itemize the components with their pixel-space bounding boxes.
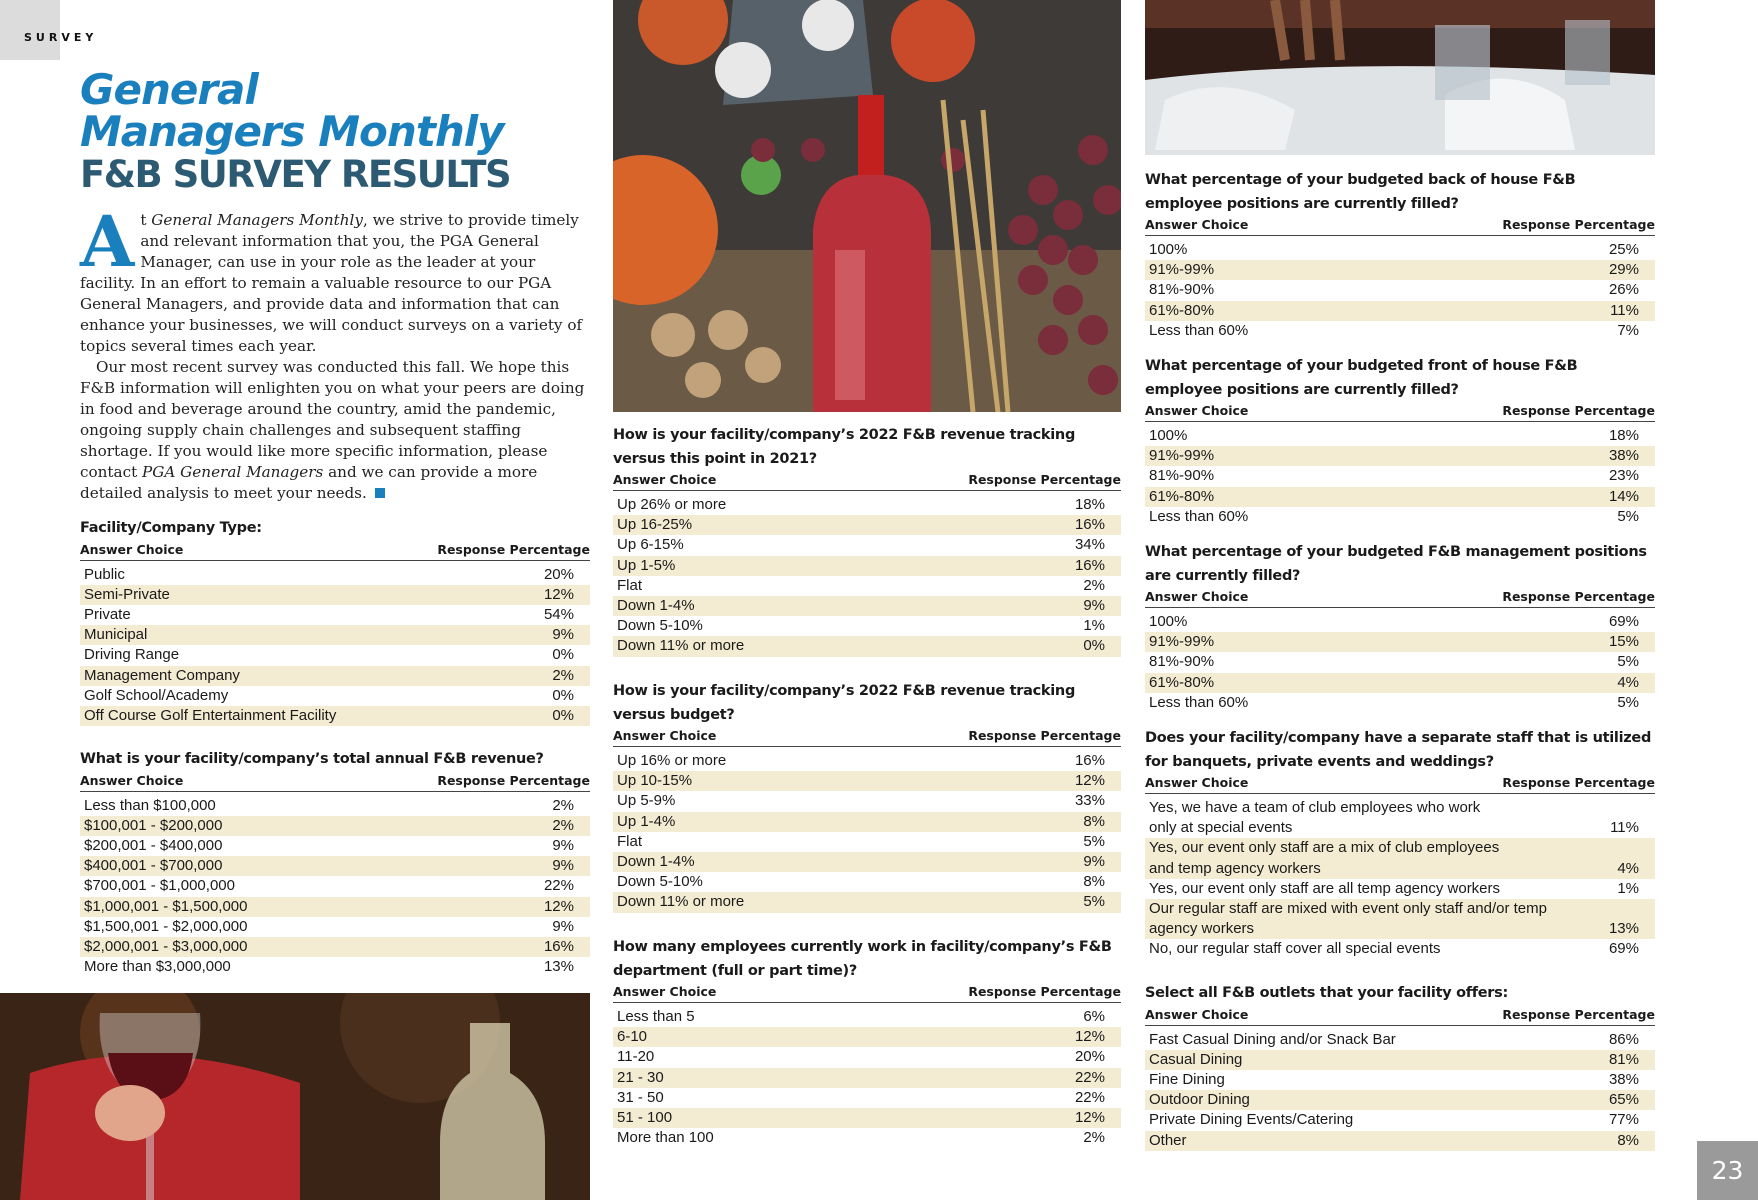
response-percentage: 22%: [1074, 1088, 1105, 1106]
table-body: [613, 751, 1121, 913]
intro-p2-start: Our most recent survey was conducted this fall. We hope this F&B information will enlighten you on what your peers are doing in food and beverage around the country, amid the pandemic, ongoing supply chain challenges and subsequent staffing shortage. If you would like more specific information, please contact: [80, 358, 585, 481]
response-percentage: 1%: [1617, 879, 1639, 897]
table-row: [613, 892, 1121, 912]
response-percentage: 5%: [1083, 832, 1105, 850]
table-row: [613, 791, 1121, 811]
answer-choice: Flat: [617, 576, 643, 594]
answer-choice: Management Company: [84, 666, 240, 684]
response-percentage: 69%: [1608, 613, 1639, 630]
response-percentage: 6%: [1083, 1008, 1105, 1025]
response-percentage: 8%: [1083, 812, 1105, 830]
answer-choice: 61%-80%: [1149, 673, 1215, 691]
answer-choice: Up 10-15%: [617, 772, 693, 790]
table-row: [1145, 466, 1655, 486]
table-header: [1145, 589, 1655, 608]
table-body: [80, 565, 590, 727]
survey-table-separate-staff: [1145, 727, 1655, 960]
table-row: [613, 771, 1121, 791]
page-number: 23: [1711, 1156, 1744, 1185]
answer-choice: Fast Casual Dining and/or Snack Bar: [1149, 1030, 1396, 1048]
answer-choice: Golf School/Academy: [84, 686, 229, 704]
intro-p2-org: PGA General Managers: [142, 463, 324, 481]
table-header: [1145, 1007, 1655, 1026]
answer-choice: Yes, our event only staff are all temp agency workers: [1149, 879, 1501, 897]
answer-choice: Flat: [617, 832, 643, 850]
response-percentage: 38%: [1608, 1070, 1639, 1088]
answer-choice: Down 1-4%: [617, 597, 695, 615]
table-row: [613, 515, 1121, 535]
answer-choice: Up 6-15%: [617, 536, 684, 554]
answer-choice: Less than 60%: [1149, 693, 1249, 711]
table-row: [1145, 260, 1655, 280]
response-percentage: 16%: [543, 937, 574, 955]
survey-question: Does your facility/company have a separate staff that is utilized for banquets, private events and weddings?: [1145, 730, 1652, 770]
table-row: [613, 495, 1121, 515]
answer-choice: 6-10: [617, 1028, 648, 1046]
section-tab: [0, 0, 60, 60]
response-percentage: 12%: [543, 897, 574, 915]
table-row: [1145, 798, 1655, 838]
answer-choice: $1,500,001 - $2,000,000: [84, 917, 248, 935]
answer-choice: 100%: [1149, 613, 1188, 630]
intro-paragraph-1: [80, 200, 590, 357]
table-row: [613, 1108, 1121, 1128]
table-body: [613, 1007, 1121, 1148]
table-row: [613, 535, 1121, 555]
response-percentage: 69%: [1608, 940, 1639, 958]
table-row: [80, 625, 590, 645]
response-percentage: 0%: [552, 646, 574, 664]
response-percentage: 2%: [552, 796, 574, 814]
answer-choice: Casual Dining: [1149, 1050, 1243, 1068]
answer-choice: 61%-80%: [1149, 487, 1215, 505]
response-percentage: 9%: [1083, 853, 1105, 871]
response-percentage: 5%: [1617, 653, 1639, 671]
response-percentage: 81%: [1608, 1050, 1639, 1068]
table-row: [613, 1027, 1121, 1047]
response-percentage: 8%: [1617, 1131, 1639, 1149]
response-percentage: 2%: [1083, 1129, 1105, 1147]
table-row: [613, 1068, 1121, 1088]
survey-table-back-of-house: [1145, 169, 1655, 341]
table-row: [80, 796, 590, 816]
table-row: [1145, 939, 1655, 959]
response-percentage: 25%: [1608, 241, 1639, 258]
photo-wine-glass: [0, 993, 590, 1200]
header-response-percentage: Response Percentage: [1502, 589, 1655, 604]
response-percentage: 2%: [1083, 576, 1105, 594]
response-percentage: 0%: [552, 686, 574, 704]
answer-choice: Private Dining Events/Catering: [1149, 1111, 1354, 1129]
intro-p1-publication: General Managers Monthly: [151, 211, 363, 229]
survey-question: What is your facility/company’s total annual F&B revenue?: [80, 751, 544, 767]
survey-table-employees-count: [613, 936, 1121, 1148]
response-percentage: 16%: [1074, 556, 1105, 574]
answer-choice: Off Course Golf Entertainment Facility: [84, 706, 337, 724]
table-header: [80, 542, 590, 561]
response-percentage: 12%: [1074, 1109, 1105, 1127]
response-percentage: 18%: [1074, 496, 1105, 513]
table-row: [80, 876, 590, 896]
response-percentage: 12%: [1074, 772, 1105, 790]
response-percentage: 16%: [1074, 752, 1105, 769]
table-row: [80, 706, 590, 726]
response-percentage: 7%: [1617, 321, 1639, 339]
answer-choice: $2,000,001 - $3,000,000: [84, 937, 248, 955]
table-row: [613, 812, 1121, 832]
response-percentage: 4%: [1617, 673, 1639, 691]
response-percentage: 33%: [1074, 792, 1105, 810]
answer-choice: $100,001 - $200,000: [84, 816, 223, 834]
end-mark-icon: [375, 488, 385, 498]
header-answer-choice: Answer Choice: [1145, 775, 1249, 790]
response-percentage: 14%: [1608, 487, 1639, 505]
response-percentage: 11%: [1610, 819, 1639, 837]
table-header: [613, 728, 1121, 747]
answer-choice: 11-20: [617, 1048, 655, 1066]
answer-choice: Up 5-9%: [617, 792, 676, 810]
table-row: [1145, 446, 1655, 466]
drop-cap: A: [80, 200, 135, 283]
table-row: [1145, 301, 1655, 321]
table-row: [613, 751, 1121, 771]
header-response-percentage: Response Percentage: [437, 772, 590, 788]
table-header: [1145, 775, 1655, 794]
table-row: [80, 605, 590, 625]
response-percentage: 1%: [1083, 617, 1105, 635]
header-response-percentage: Response Percentage: [437, 541, 590, 557]
answer-choice: Outdoor Dining: [1149, 1091, 1250, 1109]
table-body: [1145, 798, 1655, 960]
table-row: [1145, 487, 1655, 507]
intro-paragraph-2: [80, 357, 590, 504]
response-percentage: 4%: [1617, 859, 1639, 877]
table-row: [80, 957, 590, 977]
table-row: [80, 836, 590, 856]
answer-choice: 100%: [1149, 427, 1188, 444]
table-header: [80, 773, 590, 792]
table-row: [1145, 838, 1655, 878]
response-percentage: 86%: [1608, 1030, 1639, 1048]
table-row: [1145, 632, 1655, 652]
response-percentage: 29%: [1608, 261, 1639, 279]
table-row: [613, 832, 1121, 852]
survey-question: How is your facility/company’s 2022 F&B revenue tracking versus budget?: [613, 683, 1076, 723]
answer-choice: Down 5-10%: [617, 873, 703, 891]
table-row: [1145, 240, 1655, 260]
survey-question: What percentage of your budgeted front of house F&B employee positions are currently filled?: [1145, 358, 1578, 398]
table-body: [613, 495, 1121, 657]
answer-choice: Other: [1149, 1131, 1187, 1149]
table-row: [1145, 1030, 1655, 1050]
answer-choice: Less than 60%: [1149, 321, 1249, 339]
table-row: [613, 872, 1121, 892]
header-answer-choice: Answer Choice: [613, 472, 717, 487]
answer-choice: Driving Range: [84, 646, 180, 664]
response-percentage: 22%: [1074, 1068, 1105, 1086]
survey-question: What percentage of your budgeted F&B management positions are currently filled?: [1145, 544, 1647, 584]
table-row: [1145, 280, 1655, 300]
response-percentage: 8%: [1083, 873, 1105, 891]
answer-choice: Our regular staff are mixed with event only staff and/or temp agency workers: [1149, 900, 1547, 938]
answer-choice: 21 - 30: [617, 1068, 664, 1086]
answer-choice: More than 100: [617, 1129, 714, 1147]
response-percentage: 0%: [552, 706, 574, 724]
survey-question: Facility/Company Type:: [80, 520, 262, 536]
header-response-percentage: Response Percentage: [1502, 775, 1655, 790]
photo-wine-still-life: [613, 0, 1121, 412]
intro-p1-start: t: [140, 211, 152, 229]
response-percentage: 12%: [1074, 1028, 1105, 1046]
answer-choice: Down 11% or more: [617, 893, 745, 911]
table-body: [1145, 426, 1655, 527]
header-response-percentage: Response Percentage: [968, 984, 1121, 999]
table-header: [1145, 403, 1655, 422]
answer-choice: 81%-90%: [1149, 281, 1215, 299]
header-answer-choice: Answer Choice: [80, 772, 184, 788]
answer-choice: 91%-99%: [1149, 633, 1215, 651]
table-row: [1145, 321, 1655, 341]
table-row: [1145, 426, 1655, 446]
table-row: [613, 852, 1121, 872]
answer-choice: Up 26% or more: [617, 496, 727, 513]
answer-choice: 91%-99%: [1149, 447, 1215, 465]
answer-choice: 51 - 100: [617, 1109, 673, 1127]
answer-choice: 81%-90%: [1149, 467, 1215, 485]
table-header: [1145, 217, 1655, 236]
answer-choice: $200,001 - $400,000: [84, 836, 223, 854]
table-row: [80, 897, 590, 917]
answer-choice: 91%-99%: [1149, 261, 1215, 279]
table-row: [613, 616, 1121, 636]
response-percentage: 9%: [552, 917, 574, 935]
photo-table-setting: [1145, 0, 1655, 155]
header-response-percentage: Response Percentage: [1502, 403, 1655, 418]
header-response-percentage: Response Percentage: [1502, 1006, 1655, 1022]
response-percentage: 13%: [1608, 920, 1639, 938]
response-percentage: 5%: [1617, 507, 1639, 525]
response-percentage: 54%: [543, 605, 574, 623]
answer-choice: No, our regular staff cover all special events: [1149, 940, 1441, 958]
response-percentage: 20%: [1074, 1048, 1105, 1066]
table-row: [80, 645, 590, 665]
header-answer-choice: Answer Choice: [613, 728, 717, 743]
answer-choice: 100%: [1149, 241, 1188, 258]
intro-p1-rest: , we strive to provide timely and relevant information that you, the PGA General Manager, can use in your role as the leader at your facility. In an effort to remain a valuable resource to our PGA General Managers, and provide data and information that can enhance your businesses, we will conduct surveys on a variety of topics several times each year.: [80, 211, 583, 355]
title-line-1: General: [80, 65, 258, 114]
response-percentage: 9%: [552, 626, 574, 644]
table-row: [80, 565, 590, 585]
table-body: [1145, 612, 1655, 713]
table-row: [80, 585, 590, 605]
answer-choice: Up 1-4%: [617, 812, 676, 830]
response-percentage: 16%: [1074, 516, 1105, 534]
header-response-percentage: Response Percentage: [1502, 217, 1655, 232]
survey-table-annual-revenue: [80, 748, 590, 977]
table-row: [613, 1088, 1121, 1108]
survey-question: What percentage of your budgeted back of house F&B employee positions are currently filled?: [1145, 172, 1576, 212]
response-percentage: 18%: [1608, 427, 1639, 444]
survey-table-management-positions: [1145, 541, 1655, 713]
answer-choice: Public: [84, 565, 125, 583]
header-response-percentage: Response Percentage: [968, 472, 1121, 487]
survey-table-facility-type: [80, 517, 590, 726]
response-percentage: 23%: [1608, 467, 1639, 485]
table-row: [1145, 899, 1655, 939]
response-percentage: 2%: [552, 816, 574, 834]
answer-choice: Up 16% or more: [617, 752, 727, 769]
table-row: [613, 556, 1121, 576]
table-row: [613, 1128, 1121, 1148]
response-percentage: 2%: [552, 666, 574, 684]
table-row: [80, 856, 590, 876]
header-answer-choice: Answer Choice: [1145, 403, 1249, 418]
response-percentage: 15%: [1608, 633, 1639, 651]
table-row: [1145, 673, 1655, 693]
response-percentage: 5%: [1083, 893, 1105, 911]
answer-choice: 81%-90%: [1149, 653, 1215, 671]
answer-choice: Up 1-5%: [617, 556, 676, 574]
title-line-3: F&B SURVEY RESULTS: [80, 153, 511, 196]
response-percentage: 11%: [1610, 301, 1639, 319]
table-row: [1145, 693, 1655, 713]
answer-choice: $400,001 - $700,000: [84, 857, 223, 875]
section-label: SURVEY: [24, 31, 98, 44]
table-row: [1145, 1131, 1655, 1151]
table-row: [80, 937, 590, 957]
answer-choice: More than $3,000,000: [84, 958, 231, 976]
response-percentage: 5%: [1617, 693, 1639, 711]
answer-choice: Fine Dining: [1149, 1070, 1225, 1088]
table-row: [1145, 1070, 1655, 1090]
intro-text: [80, 200, 590, 504]
table-row: [80, 666, 590, 686]
response-percentage: 34%: [1074, 536, 1105, 554]
table-header: [613, 984, 1121, 1003]
response-percentage: 9%: [1083, 597, 1105, 615]
survey-table-revenue-vs-budget: [613, 680, 1121, 913]
table-row: [1145, 507, 1655, 527]
response-percentage: 65%: [1608, 1091, 1639, 1109]
title-line-2: Managers Monthly: [80, 107, 504, 156]
answer-choice: Less than 60%: [1149, 507, 1249, 525]
header-answer-choice: Answer Choice: [80, 541, 184, 557]
answer-choice: 61%-80%: [1149, 301, 1215, 319]
response-percentage: 12%: [543, 585, 574, 603]
response-percentage: 9%: [552, 857, 574, 875]
header-answer-choice: Answer Choice: [1145, 589, 1249, 604]
answer-choice: Private: [84, 605, 131, 623]
answer-choice: Down 5-10%: [617, 617, 703, 635]
table-body: [1145, 1030, 1655, 1151]
answer-choice: Yes, we have a team of club employees who work only at special events: [1149, 799, 1481, 837]
answer-choice: Yes, our event only staff are a mix of club employees and temp agency workers: [1149, 839, 1500, 877]
table-row: [80, 816, 590, 836]
header-response-percentage: Response Percentage: [968, 728, 1121, 743]
table-row: [1145, 652, 1655, 672]
table-header: [613, 472, 1121, 491]
survey-table-front-of-house: [1145, 355, 1655, 527]
response-percentage: 77%: [1608, 1111, 1639, 1129]
answer-choice: Less than 5: [617, 1008, 695, 1025]
table-row: [1145, 612, 1655, 632]
answer-choice: $1,000,001 - $1,500,000: [84, 897, 248, 915]
table-row: [1145, 1090, 1655, 1110]
answer-choice: Down 1-4%: [617, 853, 695, 871]
response-percentage: 22%: [543, 877, 574, 895]
table-row: [1145, 879, 1655, 899]
header-answer-choice: Answer Choice: [613, 984, 717, 999]
table-row: [613, 1007, 1121, 1027]
answer-choice: Up 16-25%: [617, 516, 693, 534]
header-answer-choice: Answer Choice: [1145, 1006, 1249, 1022]
response-percentage: 13%: [543, 958, 574, 976]
table-row: [613, 1047, 1121, 1067]
survey-question: How is your facility/company’s 2022 F&B revenue tracking versus this point in 2021?: [613, 427, 1076, 467]
table-body: [80, 796, 590, 978]
table-row: [613, 636, 1121, 656]
answer-choice: Down 11% or more: [617, 637, 745, 655]
survey-table-outlets: [1145, 982, 1655, 1151]
table-row: [613, 576, 1121, 596]
response-percentage: 38%: [1608, 447, 1639, 465]
table-row: [1145, 1110, 1655, 1130]
answer-choice: 31 - 50: [617, 1088, 664, 1106]
response-percentage: 0%: [1083, 637, 1105, 655]
survey-question: How many employees currently work in facility/company’s F&B department (full or part time)?: [613, 939, 1112, 979]
intro-p2-rest: and we can provide a more detailed analysis to meet your needs.: [80, 463, 538, 502]
response-percentage: 9%: [552, 836, 574, 854]
answer-choice: Semi-Private: [84, 585, 170, 603]
response-percentage: 26%: [1608, 281, 1639, 299]
response-percentage: 20%: [543, 565, 574, 583]
survey-question: Select all F&B outlets that your facility offers:: [1145, 985, 1508, 1001]
table-row: [1145, 1050, 1655, 1070]
table-row: [613, 596, 1121, 616]
header-answer-choice: Answer Choice: [1145, 217, 1249, 232]
answer-choice: $700,001 - $1,000,000: [84, 877, 235, 895]
table-body: [1145, 240, 1655, 341]
table-row: [80, 917, 590, 937]
table-row: [80, 686, 590, 706]
answer-choice: Less than $100,000: [84, 796, 216, 814]
answer-choice: Municipal: [84, 626, 148, 644]
survey-table-revenue-vs-2021: [613, 424, 1121, 657]
